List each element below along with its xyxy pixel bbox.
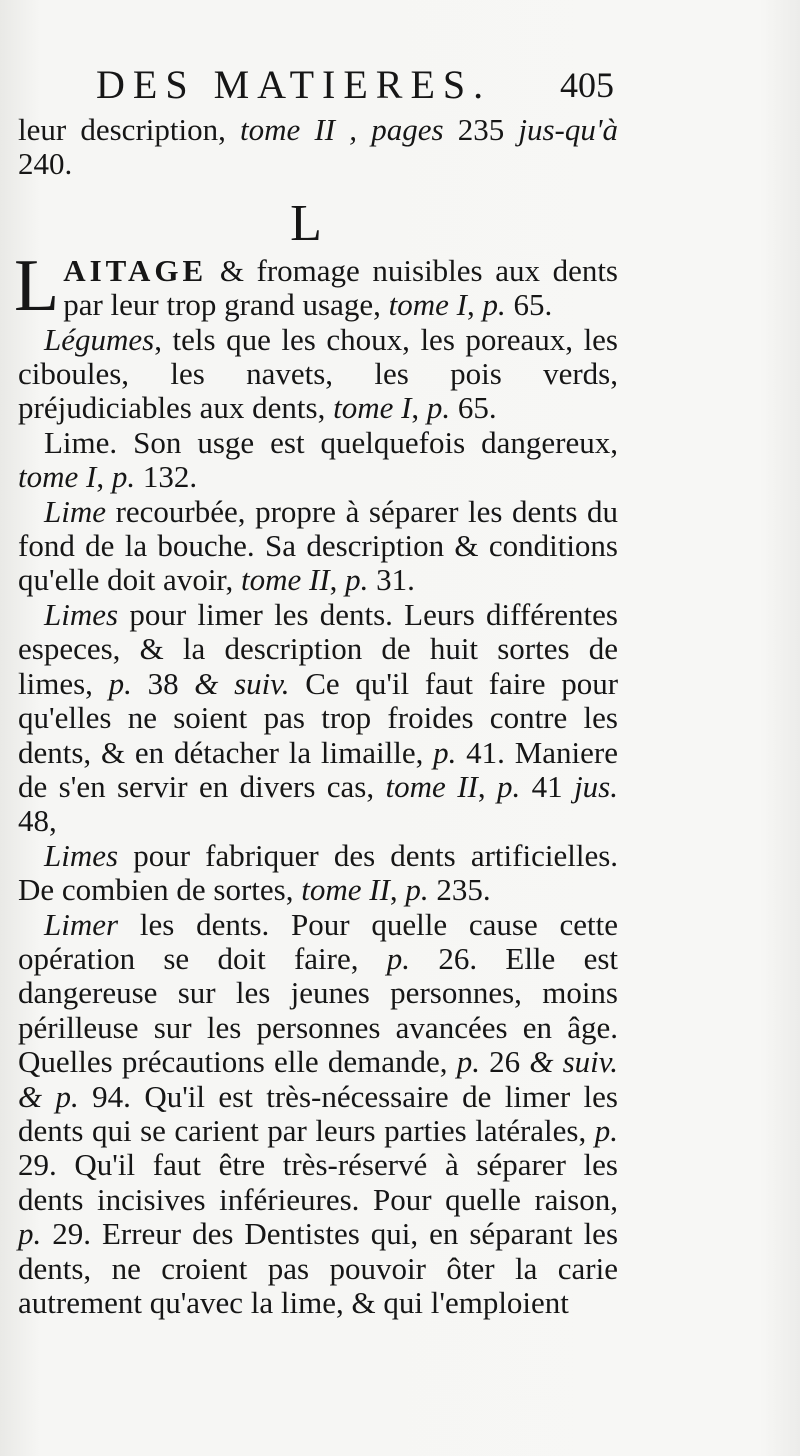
continued-entry: leur description, tome II , pages 235 jus-qu'à 240. xyxy=(18,112,618,182)
page-number: 405 xyxy=(560,65,614,105)
entry-head: Lime xyxy=(44,493,106,529)
entry-head: Légumes xyxy=(44,321,155,357)
section-letter: L xyxy=(290,194,322,252)
entry-head: AITAGE xyxy=(63,252,208,288)
index-entry-lime-recourbee: Lime recourbée, propre à séparer les dents du fond de la bouche. Sa description & conditions qu'elle doit avoir, tome II, p. 31. xyxy=(18,493,618,598)
entry-head: Limes xyxy=(44,837,119,873)
index-entry-lime: Lime. Son usge est quelquefois dangereux, tome I, p. 132. xyxy=(18,424,618,495)
index-entry-limes: Limes pour limer les dents. Leurs différentes especes, & la description de huit sortes de limes, p. 38 & suiv. Ce qu'il faut faire pour qu'elles ne soient pas trop froides contre les dents, & en détacher la limaille, p. 41. Maniere de s'en servir en divers cas, tome II, p. 41 jus. 48, xyxy=(18,596,619,839)
drop-cap: L xyxy=(14,244,60,327)
running-head: DES MATIERES. xyxy=(96,62,492,107)
page-header xyxy=(0,60,800,110)
index-text xyxy=(14,112,619,1320)
index-entry-laitage: LAITAGE & fromage nuisibles aux dents par leur trop grand usage, tome I, p. 65. xyxy=(14,244,618,327)
index-entry-limes-artificielles: Limes pour fabriquer des dents artificielles. De combien de sortes, tome II, p. 235. xyxy=(18,837,619,908)
index-entry-limer: Limer les dents. Pour quelle cause cette opération se doit faire, p. 26. Elle est dangereuse sur les jeunes personnes, moins périlleuse sur les personnes avancées en âge. Quelles précautions elle demande, p. 26 & suiv. & p. 94. Qu'il est très-nécessaire de limer les dents qui se carient par leurs parties latérales, p. 29. Qu'il faut être très-réservé à séparer les dents incisives inférieures. Pour quelle raison, p. 29. Erreur des Dentistes qui, en séparant les dents, ne croient pas pouvoir ôter la carie autrement qu'avec la lime, & qui l'emploient xyxy=(18,906,619,1320)
entry-head: Limer xyxy=(44,906,119,942)
entry-head: Limes xyxy=(44,596,119,632)
entry-head: Lime. xyxy=(44,424,118,460)
index-entry-legumes: Légumes, tels que les choux, les poreaux, les ciboules, les navets, les pois verds, préjudiciables aux dents, tome I, p. 65. xyxy=(18,321,618,426)
